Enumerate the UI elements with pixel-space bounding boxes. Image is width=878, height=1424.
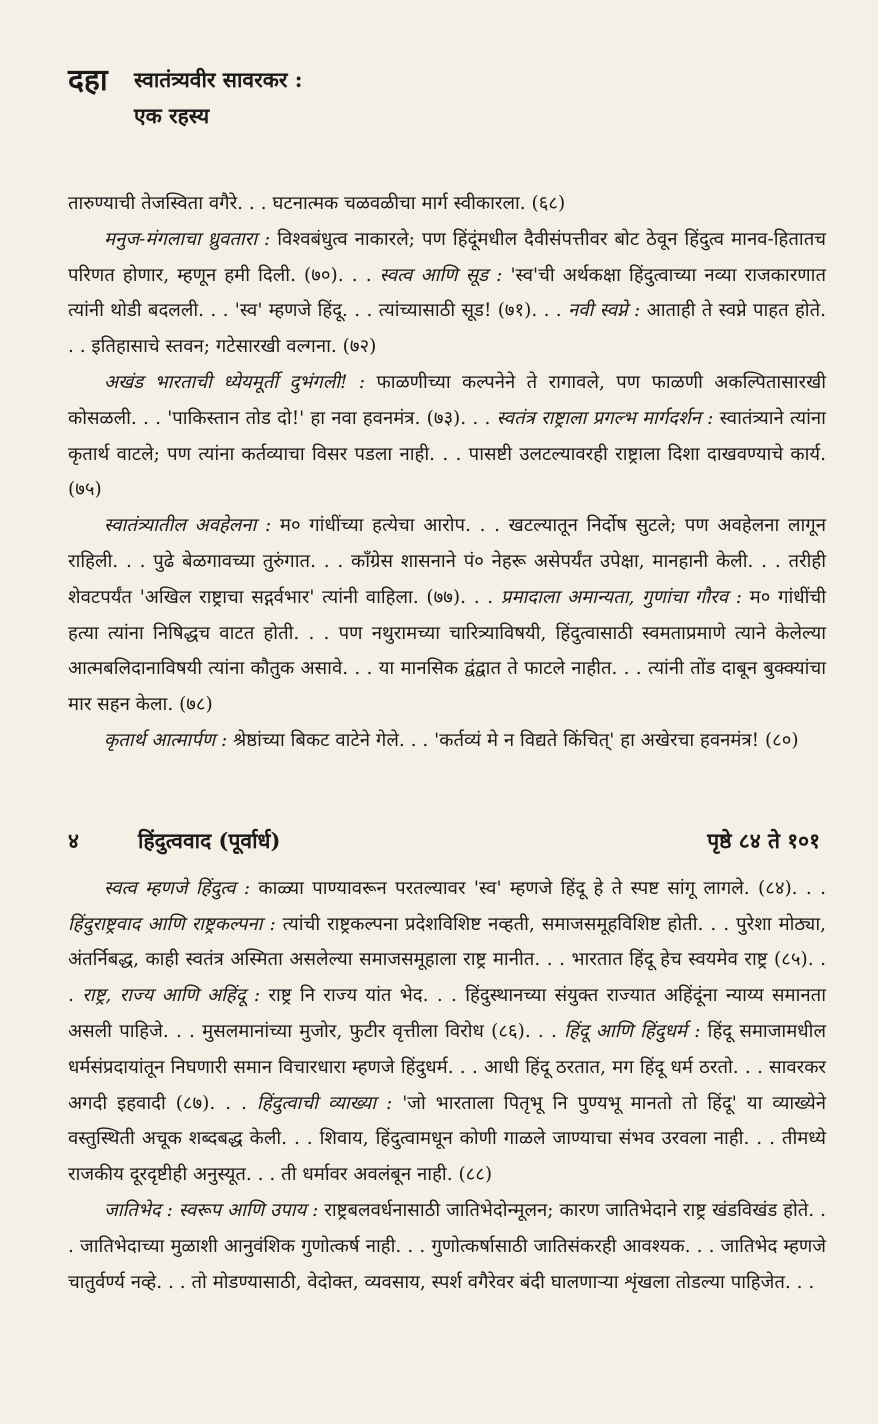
topic-heading: राष्ट्र, राज्य आणि अहिंदू : <box>82 985 261 1007</box>
topic-heading: अखंड भारताची ध्येयमूर्ती दुभंगली! : <box>104 371 366 393</box>
topic-heading: मनुज-मंगलाचा ध्रुवतारा : <box>104 228 271 250</box>
summary-text-part2 <box>68 871 826 1301</box>
paragraph <box>68 365 826 508</box>
paragraph <box>68 871 826 1193</box>
topic-heading: प्रमादाला अमान्यता, गुणांचा गौरव : <box>500 586 742 608</box>
topic-heading: स्वत्व आणि सूड : <box>379 264 503 286</box>
paragraph-text: त्यांची राष्ट्रकल्पना प्रदेशविशिष्ट नव्हती, समाजसमूहविशिष्ट होती. . . पुरेशा मोठ्या, अंतर्निबद्ध, काही स्वतंत्र अस्मिता असलेल्या समाजसमूहाला राष्ट्र मानीत. . . भारतात हिंदू हेच स्वयमेव राष्ट्र (८५). . . <box>68 913 826 1007</box>
paragraph-text: राष्ट्रबलवर्धनासाठी जातिभेदोन्मूलन; कारण जातिभेदाने राष्ट्र खंडविखंड होते. . . जातिभेदाच्या मुळाशी आनुवंशिक गुणोत्कर्ष नाही. . . गुणोत्कर्षासाठी जातिसंकरही आवश्यक. . . जातिभेद म्हणजे चातुर्वर्ण्य नव्हे. . . तो मोडण्यासाठी, वेदोक्त, व्यवसाय, स्पर्श वगैरेवर बंदी घालणाऱ्या शृंखला तोडल्या पाहिजेत. . . <box>68 1199 826 1293</box>
topic-heading: स्वत्व म्हणजे हिंदुत्व : <box>104 877 251 899</box>
chapter-header <box>68 48 826 138</box>
paragraph <box>68 1193 826 1300</box>
section-title: हिंदुत्ववाद (पूर्वार्ध) <box>138 827 281 853</box>
topic-heading: कृतार्थ आत्मार्पण : <box>104 729 228 751</box>
paragraph-text: विश्वबंधुत्व नाकारले; पण हिंदूंमधील दैवीसंपत्तीवर बोट ठेवून हिंदुत्व मानव-हितातच परिणत होणार, म्हणून हमी दिली. (७०). . . <box>68 228 826 286</box>
paragraph-text: हिंदू समाजामधील धर्मसंप्रदायांतून निघणारी समान विचारधारा म्हणजे हिंदुधर्म. . . आधी हिंदू ठरतात, मग हिंदू धर्म ठरतो. . . सावरकर अगदी इहवादी (८७). . . <box>68 1020 826 1114</box>
paragraph-text: म० गांधींच्या हत्येचा आरोप. . . खटल्यातून निर्दोष सुटले; पण अवहेलना लागून राहिली. . . पुढे बेळगावच्या तुरुंगात. . . काँग्रेस शासनाने पं० नेहरू असेपर्यंत उपेक्षा, मानहानी केली. . . तरीही शेवटपर्यंत 'अखिल राष्ट्राचा सद्गर्वभार' त्यांनी वाहिला. (७७). . . <box>68 515 826 608</box>
topic-heading: हिंदू आणि हिंदुधर्म : <box>564 1020 701 1042</box>
paragraph-text: राष्ट्र नि राज्य यांत भेद. . . हिंदुस्थानच्या संयुक्त राज्यात अहिंदूंना न्याय्य समानता असली पाहिजे. . . मुसलमानांच्या मुजोर, फुटीर वृत्तीला विरोध (८६). . . <box>68 985 826 1042</box>
paragraph <box>68 222 826 365</box>
chapter-title-line2: एक रहस्य <box>134 103 210 128</box>
paragraph-text: श्रेष्ठांच्या बिकट वाटेने गेले. . . 'कर्तव्यं मे न विद्यते किंचित्' हा अखेरचा हवनमंत्र! (८०) <box>227 729 799 751</box>
paragraph-text: फाळणीच्या कल्पनेने ते रागावले, पण फाळणी अकल्पितासारखी कोसळली. . . 'पाकिस्तान तोड दो!' हा नवा हवनमंत्र. (७३). . . <box>68 371 826 429</box>
topic-heading: स्वतंत्र राष्ट्राला प्रगल्भ मार्गदर्शन : <box>496 407 714 429</box>
paragraph-text: तारुण्याची तेजस्विता वगैरे. . . घटनात्मक चळवळीचा मार्ग स्वीकारला. (६८) <box>68 193 566 214</box>
section-number: ४ <box>68 827 79 853</box>
paragraph <box>68 186 826 222</box>
paragraph-text: म० गांधींची हत्या त्यांना निषिद्धच वाटत होती. . . पण नथुरामच्या चारित्र्याविषयी, हिंदुत्वासाठी स्वमताप्रमाणे त्याने केलेल्या आत्मबलिदानाविषयी त्यांना कौतुक असावे. . . या मानसिक द्वंद्वात ते फाटले नाहीत. . . त्यांनी तोंड दाबून बुक्क्यांचा मार सहन केला. (७८) <box>68 586 826 716</box>
paragraph-text: 'जो भारताला पितृभू नि पुण्यभू मानतो तो हिंदू' या व्याख्येने वस्तुस्थिती अचूक शब्दबद्ध केली. . . शिवाय, हिंदुत्वामधून कोणी गाळले जाण्याचा संभव उरवला नाही. . . तीमध्ये राजकीय दूरदृष्टीही अनुस्यूत. . . ती धर्मावर अवलंबून नाही. (८८) <box>68 1092 826 1186</box>
section-header <box>68 827 826 867</box>
section-page-range: पृष्ठे ८४ ते १०१ <box>707 827 820 853</box>
paragraph-text: काळ्या पाण्यावरून परतल्यावर 'स्व' म्हणजे हिंदू हे ते स्पष्ट सांगू लागले. (८४). . . <box>250 877 827 899</box>
paragraph-text: 'स्व'ची अर्थकक्षा हिंदुत्वाच्या नव्या राजकारणात त्यांनी थोडी बदलली. . . 'स्व' म्हणजे हिंदू. . . त्यांच्यासाठी सूड! (७१). . . <box>68 264 826 322</box>
paragraph-text: स्वातंत्र्याने त्यांना कृतार्थ वाटले; पण त्यांना कर्तव्याचा विसर पडला नाही. . . पासष्टी उलटल्यावरही राष्ट्राला दिशा दाखवण्याचे कार्य. (७५) <box>68 407 826 501</box>
topic-heading: जातिभेद : स्वरूप आणि उपाय : <box>104 1199 319 1221</box>
topic-heading: नवी स्वप्ने : <box>568 300 641 322</box>
topic-heading: हिंदुत्वाची व्याख्या : <box>256 1092 393 1114</box>
chapter-number: दहा <box>68 63 108 98</box>
paragraph-text: आताही ते स्वप्ने पाहत होते. . . इतिहासाचे स्तवन; गटेसारखी वल्गना. (७२) <box>68 300 826 358</box>
chapter-title-line1: स्वातंत्र्यवीर सावरकर : <box>134 67 303 92</box>
topic-heading: हिंदुराष्ट्रवाद आणि राष्ट्रकल्पना : <box>68 913 276 935</box>
summary-text-part1 <box>68 186 826 759</box>
topic-heading: स्वातंत्र्यातील अवहेलना : <box>104 515 272 537</box>
paragraph <box>68 508 826 723</box>
paragraph <box>68 723 826 759</box>
chapter-title <box>134 62 302 134</box>
